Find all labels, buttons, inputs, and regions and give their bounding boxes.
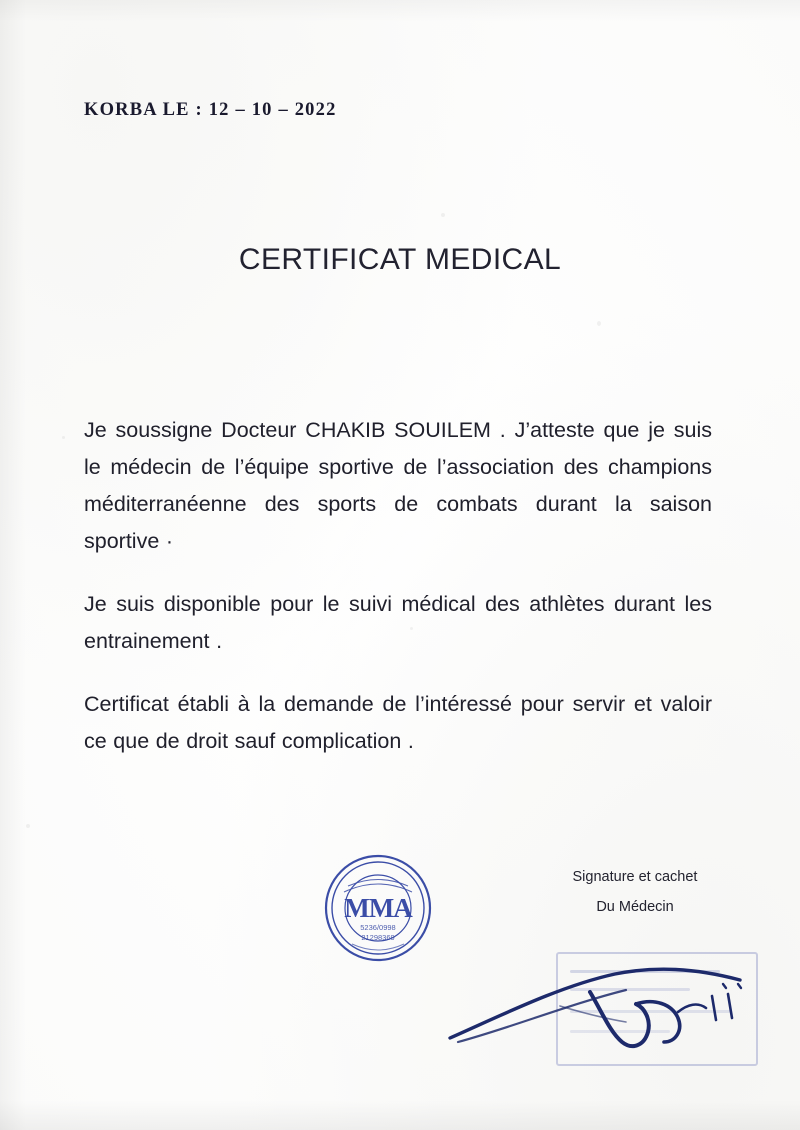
paper-edge-bottom [0, 1100, 800, 1130]
handwritten-signature [440, 946, 770, 1076]
signature-caption [530, 862, 740, 922]
certificate-body [84, 412, 712, 760]
paper-speck [26, 824, 30, 828]
paper-edge-left [0, 0, 26, 1130]
paper-edge-top [0, 0, 800, 22]
svg-text:5236/0998: 5236/0998 [360, 923, 396, 932]
paper-speck [441, 213, 445, 217]
paper-speck [62, 436, 65, 439]
date-line: KORBA LE : 12 – 10 – 2022 [84, 100, 337, 120]
signature-caption-line-2: Du Médecin [596, 899, 674, 915]
body-paragraph-2: Je suis disponible pour le suivi médical des athlètes durant les entrainement . [84, 592, 712, 653]
official-round-stamp-icon [322, 852, 434, 964]
signature-caption-line-1: Signature et cachet [572, 869, 698, 885]
body-paragraph-1: Je soussigne Docteur CHAKIB SOUILEM . J’atteste que je suis le médecin de l’équipe sportive de l’association des champions méditerranéenne des sports de combats durant la saison sportive · [84, 418, 712, 553]
page-title: CERTIFICAT MEDICAL [238, 243, 562, 276]
body-paragraph-3: Certificat établi à la demande de l’intéressé pour servir et valoir ce que de droit sauf complication . [84, 692, 712, 753]
svg-text:21298369: 21298369 [361, 933, 395, 942]
paper-speck [597, 321, 601, 326]
svg-text:MMA: MMA [344, 893, 412, 923]
